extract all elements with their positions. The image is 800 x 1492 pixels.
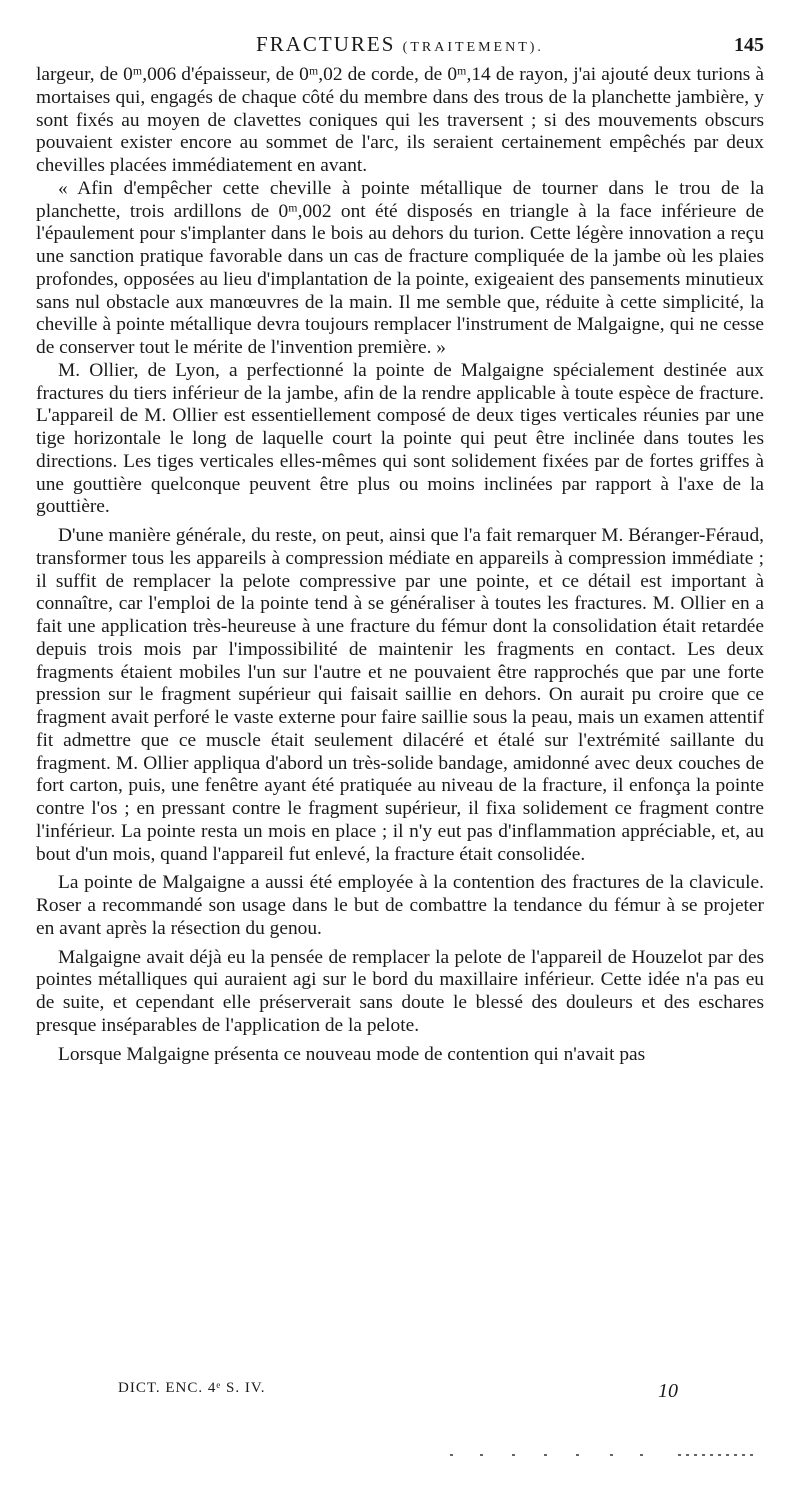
page-header: [36, 32, 764, 62]
print-specks: [450, 1452, 770, 1460]
body-text: [36, 64, 764, 1066]
paragraph-quote: « Afin d'empêcher cette cheville à pointe métallique de tourner dans le trou de la planchette, trois ardillons de 0ᵐ,002 ont été disposés en triangle à la face inférieure de l'épaulement pour s'implanter dans le bois au dehors du turion. Cette légère innovation a reçu une sanction pratique favorable dans un cas de fracture compliquée de la jambe où les plaies profondes, opposées au lieu d'implantation de la pointe, exigeaient des pansements minutieux sans nul obstacle aux manœuvres de la main. Il me semble que, réduite à cette simplicité, la cheville à pointe métallique devra toujours remplacer l'instrument de Malgaigne, qui ne cesse de conserver tout le mérite de l'invention première. »: [36, 177, 764, 358]
signature-mark: 10: [658, 1380, 678, 1402]
paragraph-clavicle: La pointe de Malgaigne a aussi été employée à la contention des fractures de la clavicule. Roser a recommandé son usage dans le but de combattre la tendance du fémur à se projeter en avant après la résection du genou.: [36, 872, 764, 939]
page-number: 145: [734, 34, 764, 56]
paragraph-general: D'une manière générale, du reste, on peut, ainsi que l'a fait remarquer M. Béranger-Féraud, transformer tous les appareils à compression médiate en appareils à compression immédiate ; il suffit de remplacer la pelote compressive par une pointe, et ce détail est important à connaître, car l'emploi de la pointe tend à se généraliser à toutes les fractures. M. Ollier en a fait une application très-heureuse à une fracture du fémur dont la consolidation était retardée depuis trois mois par l'impossibilité de maintenir les fragments en contact. Les deux fragments étaient mobiles l'un sur l'autre et ne pouvaient être rapprochés que par une forte pression sur le fragment supérieur qui faisait saillie en dehors. On aurait pu croire que ce fragment avait perforé le vaste externe pour faire saillie sous la peau, mais un examen attentif fit admettre que ce muscle était seulement dilacéré et étalé sur l'extrémité saillante du fragment. M. Ollier appliqua d'abord un très-solide bandage, amidonné avec deux couches de fort carton, puis, une fenêtre ayant été pratiquée au niveau de la fracture, il enfonça la pointe contre l'os ; en pressant contre le fragment supérieur, il fixa solidement ce fragment contre l'inférieur. La pointe resta un mois en place ; il n'y eut pas d'inflammation appréciable, et, au bout d'un mois, quand l'appareil fut enlevé, la fracture était consolidée.: [36, 525, 764, 865]
running-title-main: FRACTURES: [256, 32, 396, 56]
paragraph-continued: largeur, de 0ᵐ,006 d'épaisseur, de 0ᵐ,02 de corde, de 0ᵐ,14 de rayon, j'ai ajouté deux turions à mortaises qui, engagés de chaque côté du membre dans des trous de la planchette jambière, y sont fixés au moyen de clavettes coniques qui les traversent ; si des mouvements obscurs pouvaient exister encore au sommet de l'arc, ils seraient certainement empêchés par deux chevilles placées immédiatement en avant.: [36, 64, 764, 176]
running-title: [36, 32, 764, 57]
paragraph-ollier: M. Ollier, de Lyon, a perfectionné la pointe de Malgaigne spécialement destinée aux fractures du tiers inférieur de la jambe, afin de la rendre applicable à toute espèce de fracture. L'appareil de M. Ollier est essentiellement composé de deux tiges verticales réunies par une tige horizontale le long de laquelle court la pointe qui peut être inclinée dans toutes les directions. Les tiges verticales elles-mêmes qui sont solidement fixées par de fortes griffes à une gouttière quelconque peuvent être plus ou moins inclinées par rapport à l'axe de la gouttière.: [36, 359, 764, 518]
running-title-subtitle: (TRAITEMENT).: [402, 40, 544, 55]
paragraph-houzelot: Malgaigne avait déjà eu la pensée de remplacer la pelote de l'appareil de Houzelot par des pointes métalliques qui auraient agi sur le bord du maxillaire inférieur. Cette idée n'a pas eu de suite, et cependant elle préserverait sans doute le blessé des douleurs et des eschares presque inséparables de l'application de la pelote.: [36, 946, 764, 1036]
page-footer: [118, 1380, 678, 1410]
paragraph-last: Lorsque Malgaigne présenta ce nouveau mode de contention qui n'avait pas: [58, 1043, 646, 1065]
footer-reference: DICT. ENC. 4ᵉ S. IV.: [118, 1380, 266, 1396]
